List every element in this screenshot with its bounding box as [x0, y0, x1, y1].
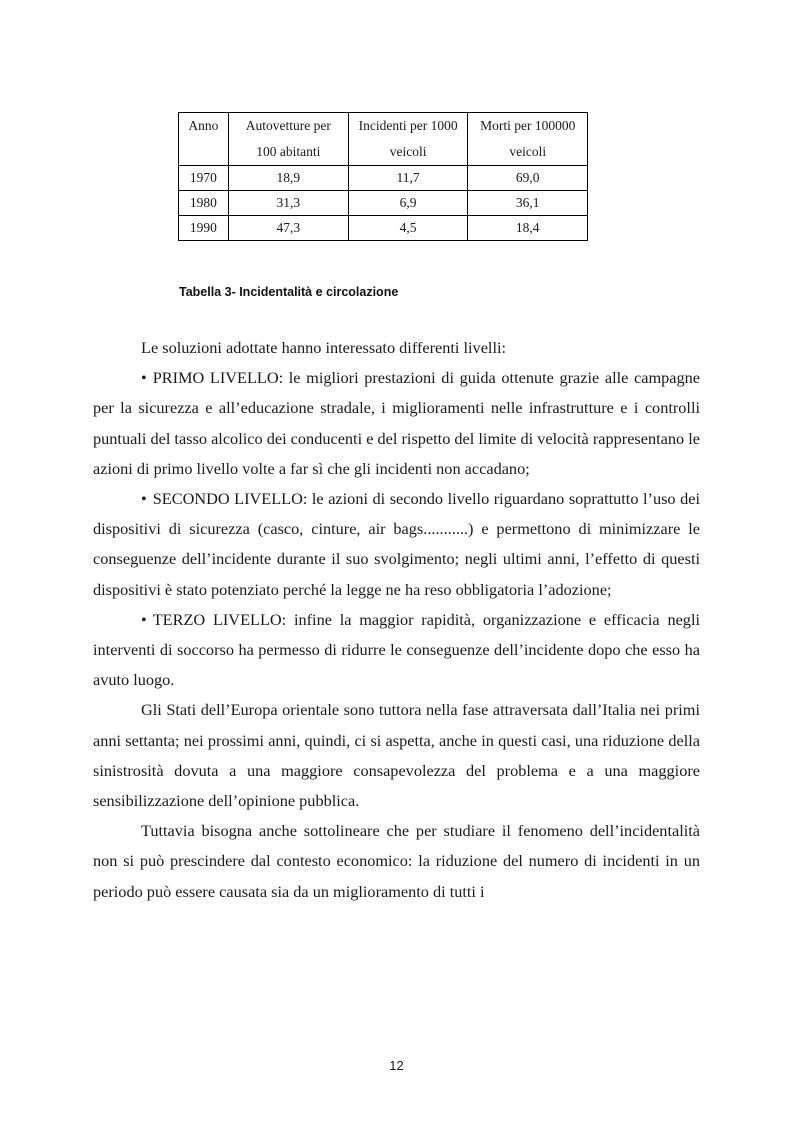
header-autovetture [228, 113, 348, 166]
accident-statistics-table [178, 112, 588, 241]
table-row [179, 166, 588, 191]
bullet-item-terzo-livello [93, 605, 700, 696]
table-cell: 4,5 [348, 216, 468, 241]
header-line: 100 abitanti [256, 144, 321, 159]
table-cell: 31,3 [228, 191, 348, 216]
bullet-icon: • [141, 489, 147, 509]
paragraph-however: Tuttavia bisogna anche sottolineare che per studiare il fenomeno dell’incidentalità non si può prescindere dal contesto economico: la riduzione del numero di incidenti in un periodo può essere causata sia da un miglioramento di tutti i [93, 821, 700, 901]
table-row [179, 191, 588, 216]
header-incidenti [348, 113, 468, 166]
table-cell: 1980 [179, 191, 229, 216]
bullet-item-secondo-livello [93, 484, 700, 605]
table-header-row [179, 113, 588, 166]
body-text [93, 333, 700, 907]
header-line: Incidenti per 1000 [358, 118, 458, 133]
table-cell: 47,3 [228, 216, 348, 241]
bullet-icon: • [141, 368, 147, 388]
paragraph-intro: Le soluzioni adottate hanno interessato differenti livelli: [141, 338, 507, 357]
bullet-item-primo-livello [93, 363, 700, 484]
table-cell: 1990 [179, 216, 229, 241]
header-line: Autovetture per [245, 118, 331, 133]
table-cell: 18,4 [468, 216, 588, 241]
header-line: Anno [188, 118, 219, 133]
bullet-icon: • [141, 609, 147, 629]
bullet-text: TERZO LIVELLO: infine la maggior rapidità, organizzazione e efficacia negli interventi di soccorso ha permesso di ridurre le conseguenze dell’incidente dopo che esso ha avuto luogo. [93, 609, 700, 690]
bullet-text: PRIMO LIVELLO: le migliori prestazioni di guida ottenute grazie alle campagne per la sicurezza e all’educazione stradale, i miglioramenti nelle infrastrutture e i controlli puntuali del tasso alcolico dei conducenti e del rispetto del limite di velocità rappresentano le azioni di primo livello volte a far sì che gli incidenti non accadano; [93, 368, 700, 478]
paragraph-europe: Gli Stati dell’Europa orientale sono tuttora nella fase attraversata dall’Italia nei primi anni settanta; nei prossimi anni, quindi, ci si aspetta, anche in questi casi, una riduzione della sinistrosità dovuta a una maggiore consapevolezza del problema e a una maggiore sensibilizzazione dell’opinione pubblica. [93, 700, 700, 811]
table-row [179, 216, 588, 241]
table-cell: 1970 [179, 166, 229, 191]
header-line: veicoli [389, 144, 427, 159]
table-caption: Tabella 3- Incidentalità e circolazione [179, 285, 399, 299]
bullet-text: SECONDO LIVELLO: le azioni di secondo livello riguardano soprattutto l’uso dei dispositivi di sicurezza (casco, cinture, air bags...........) e permettono di minimizzare le conseguenze dell’incidente durante il suo svolgimento; negli ultimi anni, l’effetto di questi dispositivi è stato potenziato perché la legge ne ha reso obbligatoria l’adozione; [93, 489, 700, 599]
table-cell: 18,9 [228, 166, 348, 191]
header-line: Morti per 100000 [480, 118, 576, 133]
page-number: 12 [389, 1058, 404, 1073]
table-cell: 11,7 [348, 166, 468, 191]
header-anno [179, 113, 229, 166]
table-cell: 69,0 [468, 166, 588, 191]
table-cell: 6,9 [348, 191, 468, 216]
table-cell: 36,1 [468, 191, 588, 216]
header-line: veicoli [509, 144, 547, 159]
header-morti [468, 113, 588, 166]
